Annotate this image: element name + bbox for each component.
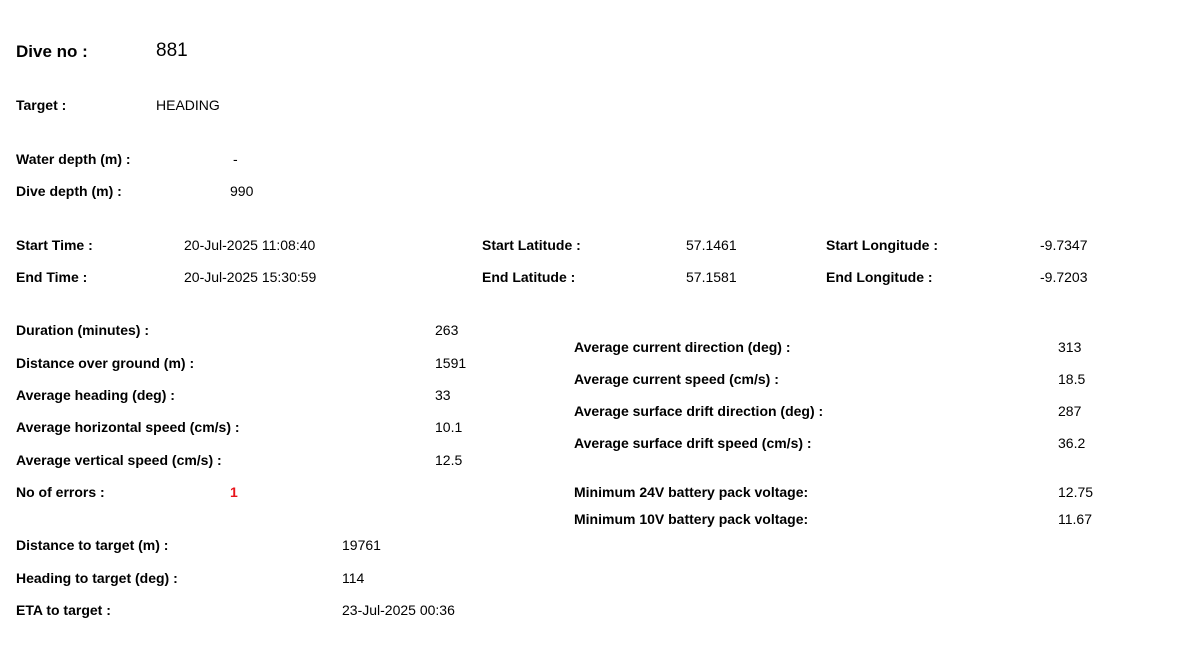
battery-10v-value: 11.67 xyxy=(1058,511,1092,527)
duration-label: Duration (minutes) : xyxy=(16,322,149,338)
battery-24v-label: Minimum 24V battery pack voltage: xyxy=(574,484,809,500)
errors-label: No of errors : xyxy=(16,484,105,500)
start-latitude-value: 57.1461 xyxy=(686,237,737,253)
start-longitude-label: Start Longitude : xyxy=(826,237,938,253)
current-speed-label: Average current speed (cm/s) : xyxy=(574,371,779,387)
distance-to-target-value: 19761 xyxy=(342,537,381,553)
end-latitude-label: End Latitude : xyxy=(482,269,576,285)
average-horizontal-speed-value: 10.1 xyxy=(435,419,463,435)
average-vertical-speed-label: Average vertical speed (cm/s) : xyxy=(16,452,222,468)
target-label: Target : xyxy=(16,97,67,113)
heading-to-target-value: 114 xyxy=(342,570,365,586)
distance-over-ground-label: Distance over ground (m) : xyxy=(16,355,195,371)
surface-drift-direction-label: Average surface drift direction (deg) : xyxy=(574,403,824,419)
eta-to-target-label: ETA to target : xyxy=(16,602,111,618)
battery-24v-value: 12.75 xyxy=(1058,484,1094,500)
water-depth-label: Water depth (m) : xyxy=(16,151,131,167)
dive-no-label: Dive no : xyxy=(16,42,88,61)
average-horizontal-speed-label: Average horizontal speed (cm/s) : xyxy=(16,419,240,435)
average-heading-label: Average heading (deg) : xyxy=(16,387,175,403)
start-longitude-value: -9.7347 xyxy=(1040,237,1088,253)
current-speed-value: 18.5 xyxy=(1058,371,1086,387)
start-latitude-label: Start Latitude : xyxy=(482,237,581,253)
average-heading-value: 33 xyxy=(435,387,451,403)
errors-count: 1 xyxy=(230,484,238,500)
battery-10v-label: Minimum 10V battery pack voltage: xyxy=(574,511,809,527)
water-depth-value: - xyxy=(233,151,238,167)
start-time-value: 20-Jul-2025 11:08:40 xyxy=(184,237,316,253)
target-value: HEADING xyxy=(156,97,220,113)
end-time-value: 20-Jul-2025 15:30:59 xyxy=(184,269,317,285)
surface-drift-speed-label: Average surface drift speed (cm/s) : xyxy=(574,435,812,451)
dive-no-value: 881 xyxy=(156,40,188,61)
current-direction-value: 313 xyxy=(1058,339,1082,355)
heading-to-target-label: Heading to target (deg) : xyxy=(16,570,178,586)
eta-to-target-value: 23-Jul-2025 00:36 xyxy=(342,602,455,618)
end-time-label: End Time : xyxy=(16,269,88,285)
distance-to-target-label: Distance to target (m) : xyxy=(16,537,169,553)
current-direction-label: Average current direction (deg) : xyxy=(574,339,791,355)
end-longitude-label: End Longitude : xyxy=(826,269,933,285)
surface-drift-speed-value: 36.2 xyxy=(1058,435,1086,451)
end-longitude-value: -9.7203 xyxy=(1040,269,1088,285)
start-time-label: Start Time : xyxy=(16,237,93,253)
dive-depth-label: Dive depth (m) : xyxy=(16,183,122,199)
dive-depth-value: 990 xyxy=(230,183,254,199)
end-latitude-value: 57.1581 xyxy=(686,269,737,285)
average-vertical-speed-value: 12.5 xyxy=(435,452,463,468)
surface-drift-direction-value: 287 xyxy=(1058,403,1082,419)
distance-over-ground-value: 1591 xyxy=(435,355,467,371)
duration-value: 263 xyxy=(435,322,459,338)
